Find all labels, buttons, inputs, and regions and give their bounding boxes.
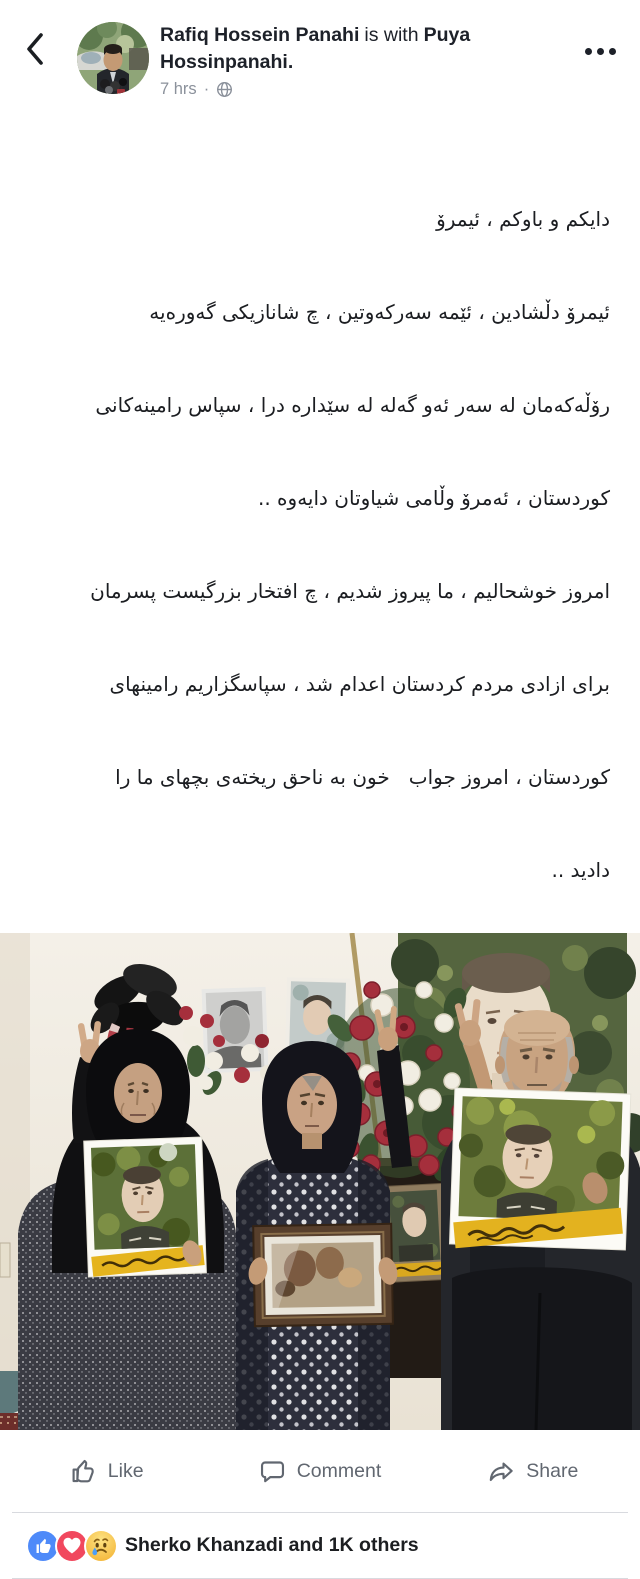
post-title[interactable] bbox=[160, 22, 590, 99]
globe-icon bbox=[216, 81, 233, 98]
post-text-line: ئیمرۆ دڵشادین ، ئێمه سەرکەوتین ، چ شانازیکی گەورەیه bbox=[30, 297, 610, 328]
post-menu-button[interactable] bbox=[585, 42, 616, 61]
share-button-label: Share bbox=[526, 1460, 578, 1483]
avatar[interactable] bbox=[77, 22, 149, 94]
comment-button[interactable] bbox=[213, 1457, 426, 1486]
post-photo[interactable] bbox=[0, 933, 640, 1430]
comment-bubble-icon bbox=[259, 1458, 286, 1485]
thumbs-up-icon bbox=[70, 1458, 97, 1485]
like-button[interactable] bbox=[0, 1457, 213, 1486]
share-button[interactable] bbox=[427, 1457, 640, 1486]
chevron-left-icon bbox=[24, 32, 46, 66]
avatar-image bbox=[77, 22, 149, 94]
post-meta bbox=[160, 80, 590, 99]
author-name[interactable]: Rafiq Hossein Panahi bbox=[160, 22, 359, 49]
post-text-line: برای ازادی مردم کردستان اعدام شد ، سپاسگزاریم رامینهای bbox=[30, 669, 610, 700]
post-text-line: رۆڵەکەمان له سەر ئەو گەله له سێداره درا ، سپاس رامینەکانی bbox=[30, 390, 610, 421]
action-bar bbox=[0, 1430, 640, 1512]
like-button-label: Like bbox=[108, 1460, 144, 1483]
sad-reaction-icon bbox=[84, 1529, 118, 1563]
dot-separator: · bbox=[204, 80, 210, 99]
post-text-line: کوردستان ، ئەمرۆ وڵامی شیاوتان دایەوه .. bbox=[30, 483, 610, 514]
post-text-line: امروز خوشحالیم ، ما پیروز شدیم ، چ افتخار بزرگیست پسرمان bbox=[30, 576, 610, 607]
post-text-line: کوردستان ، امروز جواب خون به ناحق ریخته‌ی بچهای ما را bbox=[30, 762, 610, 793]
comment-button-label: Comment bbox=[297, 1460, 382, 1483]
post-header bbox=[0, 0, 640, 112]
reaction-summary[interactable]: Sherko Khanzadi and 1K others bbox=[125, 1534, 419, 1557]
post-text bbox=[30, 142, 610, 917]
timestamp: 7 hrs bbox=[160, 80, 197, 99]
share-arrow-icon bbox=[488, 1458, 515, 1485]
back-button[interactable] bbox=[20, 30, 50, 68]
post-title-line2 bbox=[160, 49, 590, 76]
is-with-text: is with bbox=[364, 22, 418, 49]
reaction-icons[interactable] bbox=[26, 1529, 113, 1563]
reactions-row bbox=[0, 1513, 640, 1578]
post-text-line: دایکم و باوکم ، ئیمرۆ bbox=[30, 204, 610, 235]
father-poster bbox=[449, 1088, 630, 1254]
ellipsis-icon bbox=[585, 48, 592, 55]
post-title-line1 bbox=[160, 22, 590, 49]
tagged-name-rest[interactable]: Hossinpanahi. bbox=[160, 49, 293, 76]
post-text-line: دادید .. bbox=[30, 855, 610, 886]
tagged-name-first[interactable]: Puya bbox=[424, 22, 471, 49]
